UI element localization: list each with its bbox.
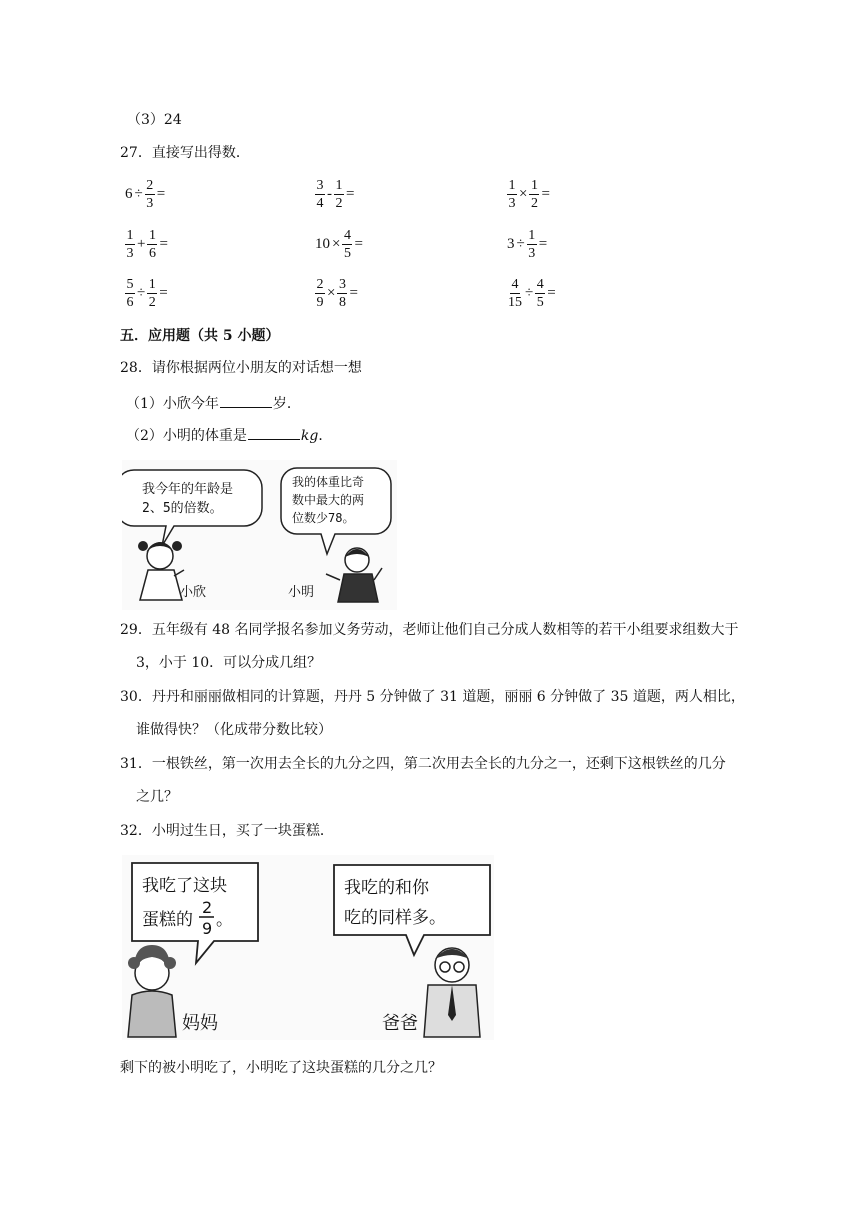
fraction [337,277,347,310]
fraction-numerator: 1 [508,178,516,193]
q27-expression [506,228,548,261]
operator-symbol: = [159,285,168,301]
fraction-denominator: 6 [148,246,156,261]
q28-sub1-unit: 岁． [272,396,301,412]
fraction [529,178,539,211]
fraction-numerator: 1 [148,277,156,292]
fraction [507,178,517,211]
bubble-right-line3: 位数少78。 [292,511,355,525]
integer-operand: 3 [507,236,515,252]
operator-symbol: ÷ [516,236,525,252]
fraction-denominator: 8 [338,295,346,310]
fraction-denominator: 5 [536,295,544,310]
fraction [334,178,344,211]
fraction-denominator: 3 [528,246,536,261]
fraction-numerator: 4 [343,228,351,243]
q30-line1: 30．丹丹和丽丽做相同的计算题，丹丹 5 分钟做了 31 道题，丽丽 6 分钟做了 35 道题，两人相比， [120,689,745,705]
fraction [145,178,155,211]
fraction [147,277,157,310]
q27-expression [124,178,166,211]
operator-symbol: = [547,285,556,301]
operator-symbol: × [327,285,336,301]
fraction-numerator: 1 [148,228,156,243]
q27-expression [314,178,355,211]
fraction [342,228,352,261]
fraction-denominator: 2 [530,196,538,211]
bubble-right-line1: 我的体重比奇 [292,475,365,489]
q28-sub2-unit: kg [300,428,319,444]
operator-symbol: = [538,236,548,252]
q32-title: 32．小明过生日，买了一块蛋糕． [120,823,334,839]
fraction-denominator: 6 [126,295,134,310]
operator-symbol: × [519,186,528,202]
operator-symbol: + [137,236,146,252]
q28-sub2-period: ． [318,428,333,444]
q27-expression [124,277,169,310]
fraction [315,178,325,211]
fraction-numerator: 4 [511,277,519,292]
bubble-left-line1: 我吃了这块 [142,876,227,896]
bubble-left-fraction-denominator: 9 [202,919,213,938]
fraction-numerator: 1 [530,178,538,193]
q28-sub2 [126,425,332,446]
q27-title: 27．直接写出得数． [120,145,250,161]
fraction [125,228,135,261]
prev-item-answer: （3）24 [127,112,182,128]
name-right: 爸爸 [382,1013,418,1034]
bubble-right-line2: 吃的同样多。 [344,908,446,928]
q28-sub2-text: （2）小明的体重是 [126,428,247,444]
q31-line2: 之几？ [136,789,178,805]
integer-operand: 10 [315,236,330,252]
fraction-numerator: 3 [316,178,324,193]
q28-dialogue-illustration [122,460,397,610]
bubble-left-line2b: 。 [216,910,233,930]
q30-line2: 谁做得快？（化成带分数比较） [136,722,332,738]
operator-symbol: = [346,186,355,202]
operator-symbol: = [349,285,358,301]
operator-symbol: = [159,236,168,252]
q31-line1: 31．一根铁丝，第一次用去全长的九分之四，第二次用去全长的九分之一，还剩下这根铁丝的几分 [120,756,726,772]
bubble-left-line2a: 蛋糕的 [142,910,193,930]
fraction-numerator: 3 [338,277,346,292]
operator-symbol: = [156,186,166,202]
bubble-left-fraction-numerator: 2 [202,898,213,917]
q27-expression [124,228,169,261]
fraction-numerator: 1 [528,228,536,243]
q27-expression [506,178,551,211]
fraction-denominator: 2 [335,196,343,211]
fraction-denominator: 2 [148,295,156,310]
name-left: 小欣 [180,585,207,600]
answer-blank[interactable] [248,425,300,440]
fraction-numerator: 4 [536,277,544,292]
fraction-denominator: 9 [316,295,324,310]
operator-symbol: - [327,186,332,202]
q27-expression [314,228,364,261]
q32-question: 剩下的被小明吃了，小明吃了这块蛋糕的几分之几？ [120,1060,442,1076]
section5-title-c: 小题） [237,328,280,344]
q28-title: 28．请你根据两位小朋友的对话想一想 [120,360,362,376]
fraction-denominator: 3 [126,246,134,261]
fraction [125,277,135,310]
fraction [507,277,523,310]
fraction [315,277,325,310]
bubble-right-line2: 数中最大的两 [292,493,365,507]
q27-expression [506,277,557,310]
fraction-denominator: 3 [508,196,516,211]
fraction-numerator: 1 [335,178,343,193]
q27-expression [314,277,359,310]
q28-sub1-text: （1）小欣今年 [126,396,219,412]
fraction-numerator: 1 [126,228,134,243]
fraction-numerator: 2 [146,178,154,193]
name-right: 小明 [288,585,315,600]
fraction-numerator: 2 [316,277,324,292]
bubble-right-line1: 我吃的和你 [344,878,429,898]
section5-title-count: 5 [222,328,233,344]
bubble-left-line2: 2、5的倍数。 [142,501,223,516]
q32-dialogue-illustration [122,855,494,1040]
operator-symbol: ÷ [525,285,534,301]
bubble-left-line1: 我今年的年龄是 [142,482,234,497]
q28-sub1 [126,393,301,414]
q29-line2: 3，小于 10．可以分成几组？ [136,655,322,671]
fraction-denominator: 5 [343,246,351,261]
operator-symbol: ÷ [137,285,146,301]
q29-line1: 29．五年级有 48 名同学报名参加义务劳动，老师让他们自己分成人数相等的若干小组要求组数大于 [120,622,739,638]
fraction [535,277,545,310]
section5-title [120,326,280,346]
operator-symbol: ÷ [134,186,143,202]
name-left: 妈妈 [182,1013,218,1034]
fraction [147,228,157,261]
fraction-numerator: 5 [126,277,134,292]
operator-symbol: × [332,236,341,252]
fraction-denominator: 3 [146,196,154,211]
operator-symbol: = [354,236,363,252]
fraction [527,228,537,261]
answer-blank[interactable] [220,393,272,408]
fraction-denominator: 15 [508,295,522,310]
operator-symbol: = [541,186,550,202]
section5-title-a: 五．应用题（共 [120,328,218,344]
integer-operand: 6 [125,186,133,202]
fraction-denominator: 4 [316,196,324,211]
